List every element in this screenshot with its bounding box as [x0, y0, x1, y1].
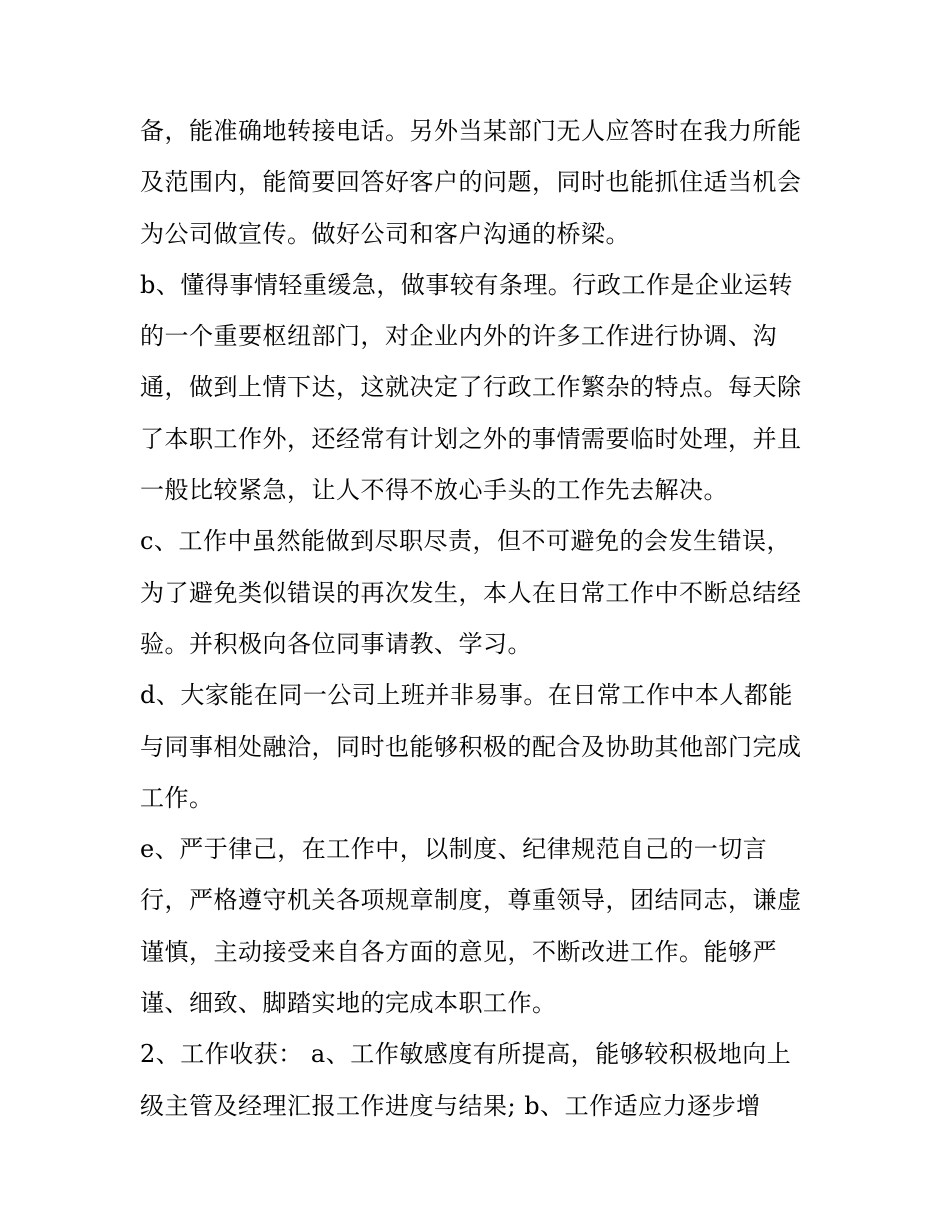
text-line: 的一个重要枢纽部门，对企业内外的许多工作进行协调、沟	[140, 322, 777, 351]
document-body	[140, 106, 820, 1132]
text-line: b、懂得事情轻重缓急，做事较有条理。行政工作是企业运转	[140, 270, 793, 299]
text-line: 通，做到上情下达，这就决定了行政工作繁杂的特点。每天除	[140, 373, 802, 402]
text-line: 及范围内，能简要回答好客户的问题，同时也能抓住适当机会	[140, 168, 802, 197]
text-line: 级主管及经理汇报工作进度与结果; b、工作适应力逐步增	[140, 1091, 761, 1120]
text-line: 验。并积极向各位同事请教、学习。	[140, 629, 532, 658]
text-line: 一般比较紧急，让人不得不放心手头的工作先去解决。	[140, 476, 728, 505]
text-line: d、大家能在同一公司上班并非易事。在日常工作中本人都能	[140, 681, 793, 710]
text-line: 工作。	[140, 783, 214, 812]
text-line: e、严于律己，在工作中，以制度、纪律规范自己的一切言	[140, 835, 768, 864]
text-line: 谨慎，主动接受来自各方面的意见，不断改进工作。能够严	[140, 937, 777, 966]
text-line: 行，严格遵守机关各项规章制度，尊重领导，团结同志，谦虚	[140, 886, 802, 915]
text-line: 了本职工作外，还经常有计划之外的事情需要临时处理，并且	[140, 424, 802, 453]
text-line: 为公司做宣传。做好公司和客户沟通的桥梁。	[140, 219, 630, 248]
text-line: 谨、细致、脚踏实地的完成本职工作。	[140, 989, 557, 1018]
text-line: 为了避免类似错误的再次发生，本人在日常工作中不断总结经	[140, 578, 802, 607]
text-line: 与同事相处融洽，同时也能够积极的配合及协助其他部门完成	[140, 732, 802, 761]
text-line: 2、工作收获： a、工作敏感度有所提高，能够较积极地向上	[140, 1040, 792, 1069]
text-line: c、工作中虽然能做到尽职尽责，但不可避免的会发生错误，	[140, 527, 791, 556]
text-line: 备，能准确地转接电话。另外当某部门无人应答时在我力所能	[140, 117, 802, 145]
